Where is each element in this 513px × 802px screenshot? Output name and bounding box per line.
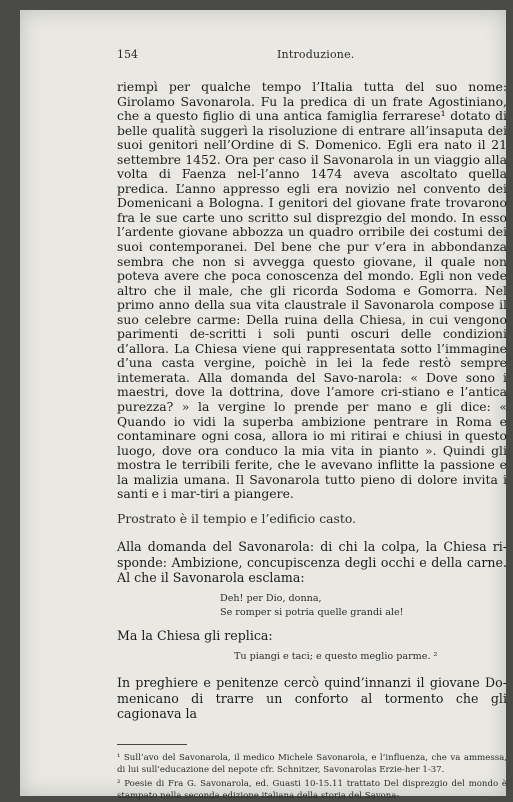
body-paragraph-4: In preghiere e penitenze cercò quind’innanzi il giovane Do-menicano di trarre un conforto al tormento che gli cagionava la [117, 675, 507, 722]
verse-caption: Prostrato è il tempio e l’edificio casto. [117, 510, 357, 526]
book-page [20, 10, 507, 801]
running-title: Introduzione. [277, 48, 355, 61]
body-paragraph-3: Ma la Chiesa gli replica: [117, 627, 273, 643]
page-header [117, 48, 507, 64]
page-number: 154 [117, 48, 138, 61]
footnote-1: ¹ Sull’avo del Savonarola, il medico Michele Savonarola, e l’influenza, che va ammessa, di lui sull’educazione del nepote cfr. Schnitzer, Savonarolas Erzie-her 1-37. [117, 752, 507, 775]
footnote-divider [117, 744, 187, 745]
verse-line-2: Se romper si potria quelle grandi ale! [220, 606, 404, 618]
verse-line-1: Deh! per Dio, donna, [220, 592, 322, 604]
body-paragraph-1: riempì per qualche tempo l’Italia tutta del suo nome: Girolamo Savonarola. Fu la predica di un frate Agostiniano, che a questo figlio di una antica famiglia ferrarese¹ dotato di belle qualità suggerì la risoluzione di entrare all’insaputa dei suoi genitori nell’Ordine di S. Domenico. Egli era nato il 21 settembre 1452. Ora per caso il Savonarola in un viaggio alla volta di Faenza nel-l’anno 1474 aveva ascoltato quella predica. L’anno appresso egli era novizio nel convento dei Domenicani a Bologna. I genitori del giovane frate trovarono fra le sue carte uno scritto sul disprezgio del mondo. In esso l’ardente giovane abbozza un quadro orribile dei costumi dei suoi contemporanei. Del bene che pur v’era in abbondanza sembra che non si avvegga questo giovane, il quale non poteva avere che poca conoscenza del mondo. Egli non vede altro che il male, che gli ricorda Sodoma e Gomorra. Nel primo anno della sua vita claustrale il Savonarola compose il suo celebre carme: Della ruina della Chiesa, in cui vengono parimenti de-scritti i soli punti oscuri delle condizioni d’allora. La Chiesa viene qui rappresentata sotto l’immagine d’una casta vergine, poichè in lei la fede restò sempre intemerata. Alla domanda del Savo-narola: « Dove sono i maestri, dove la dottrina, dove l’amore cri-stiano e l’antica purezza? » la vergine lo prende per mano e gli dice: « Quando io vidi la superba ambizione pentrare in Roma e contaminare ogni cosa, allora io mi ritirai e chiusi in questo luogo, dove ora conduco la mia vita in pianto ». Quindi gli mostra le terribili ferite, che le avevano inflitte la passione e la malizia umana. Il Savonarola tutto pieno di dolore invita i santi e i mar-tiri a piangere. [117, 79, 507, 502]
page-body [117, 80, 507, 802]
footnote-2: ² Poesie di Fra G. Savonarola, ed. Guasti 10-15.11 trattato Del disprezgio del mondo è stampato nella seconda edizione italiana della storia del Savona- [117, 779, 507, 801]
verse-line-3: Tu piangi e taci; e questo meglio parme. ² [234, 651, 438, 663]
body-paragraph-2: Alla domanda del Savonarola: di chi la colpa, la Chiesa ri-sponde: Ambizione, concupiscenza degli occhi e della carne. Al che il Savonarola esclama: [117, 539, 507, 586]
